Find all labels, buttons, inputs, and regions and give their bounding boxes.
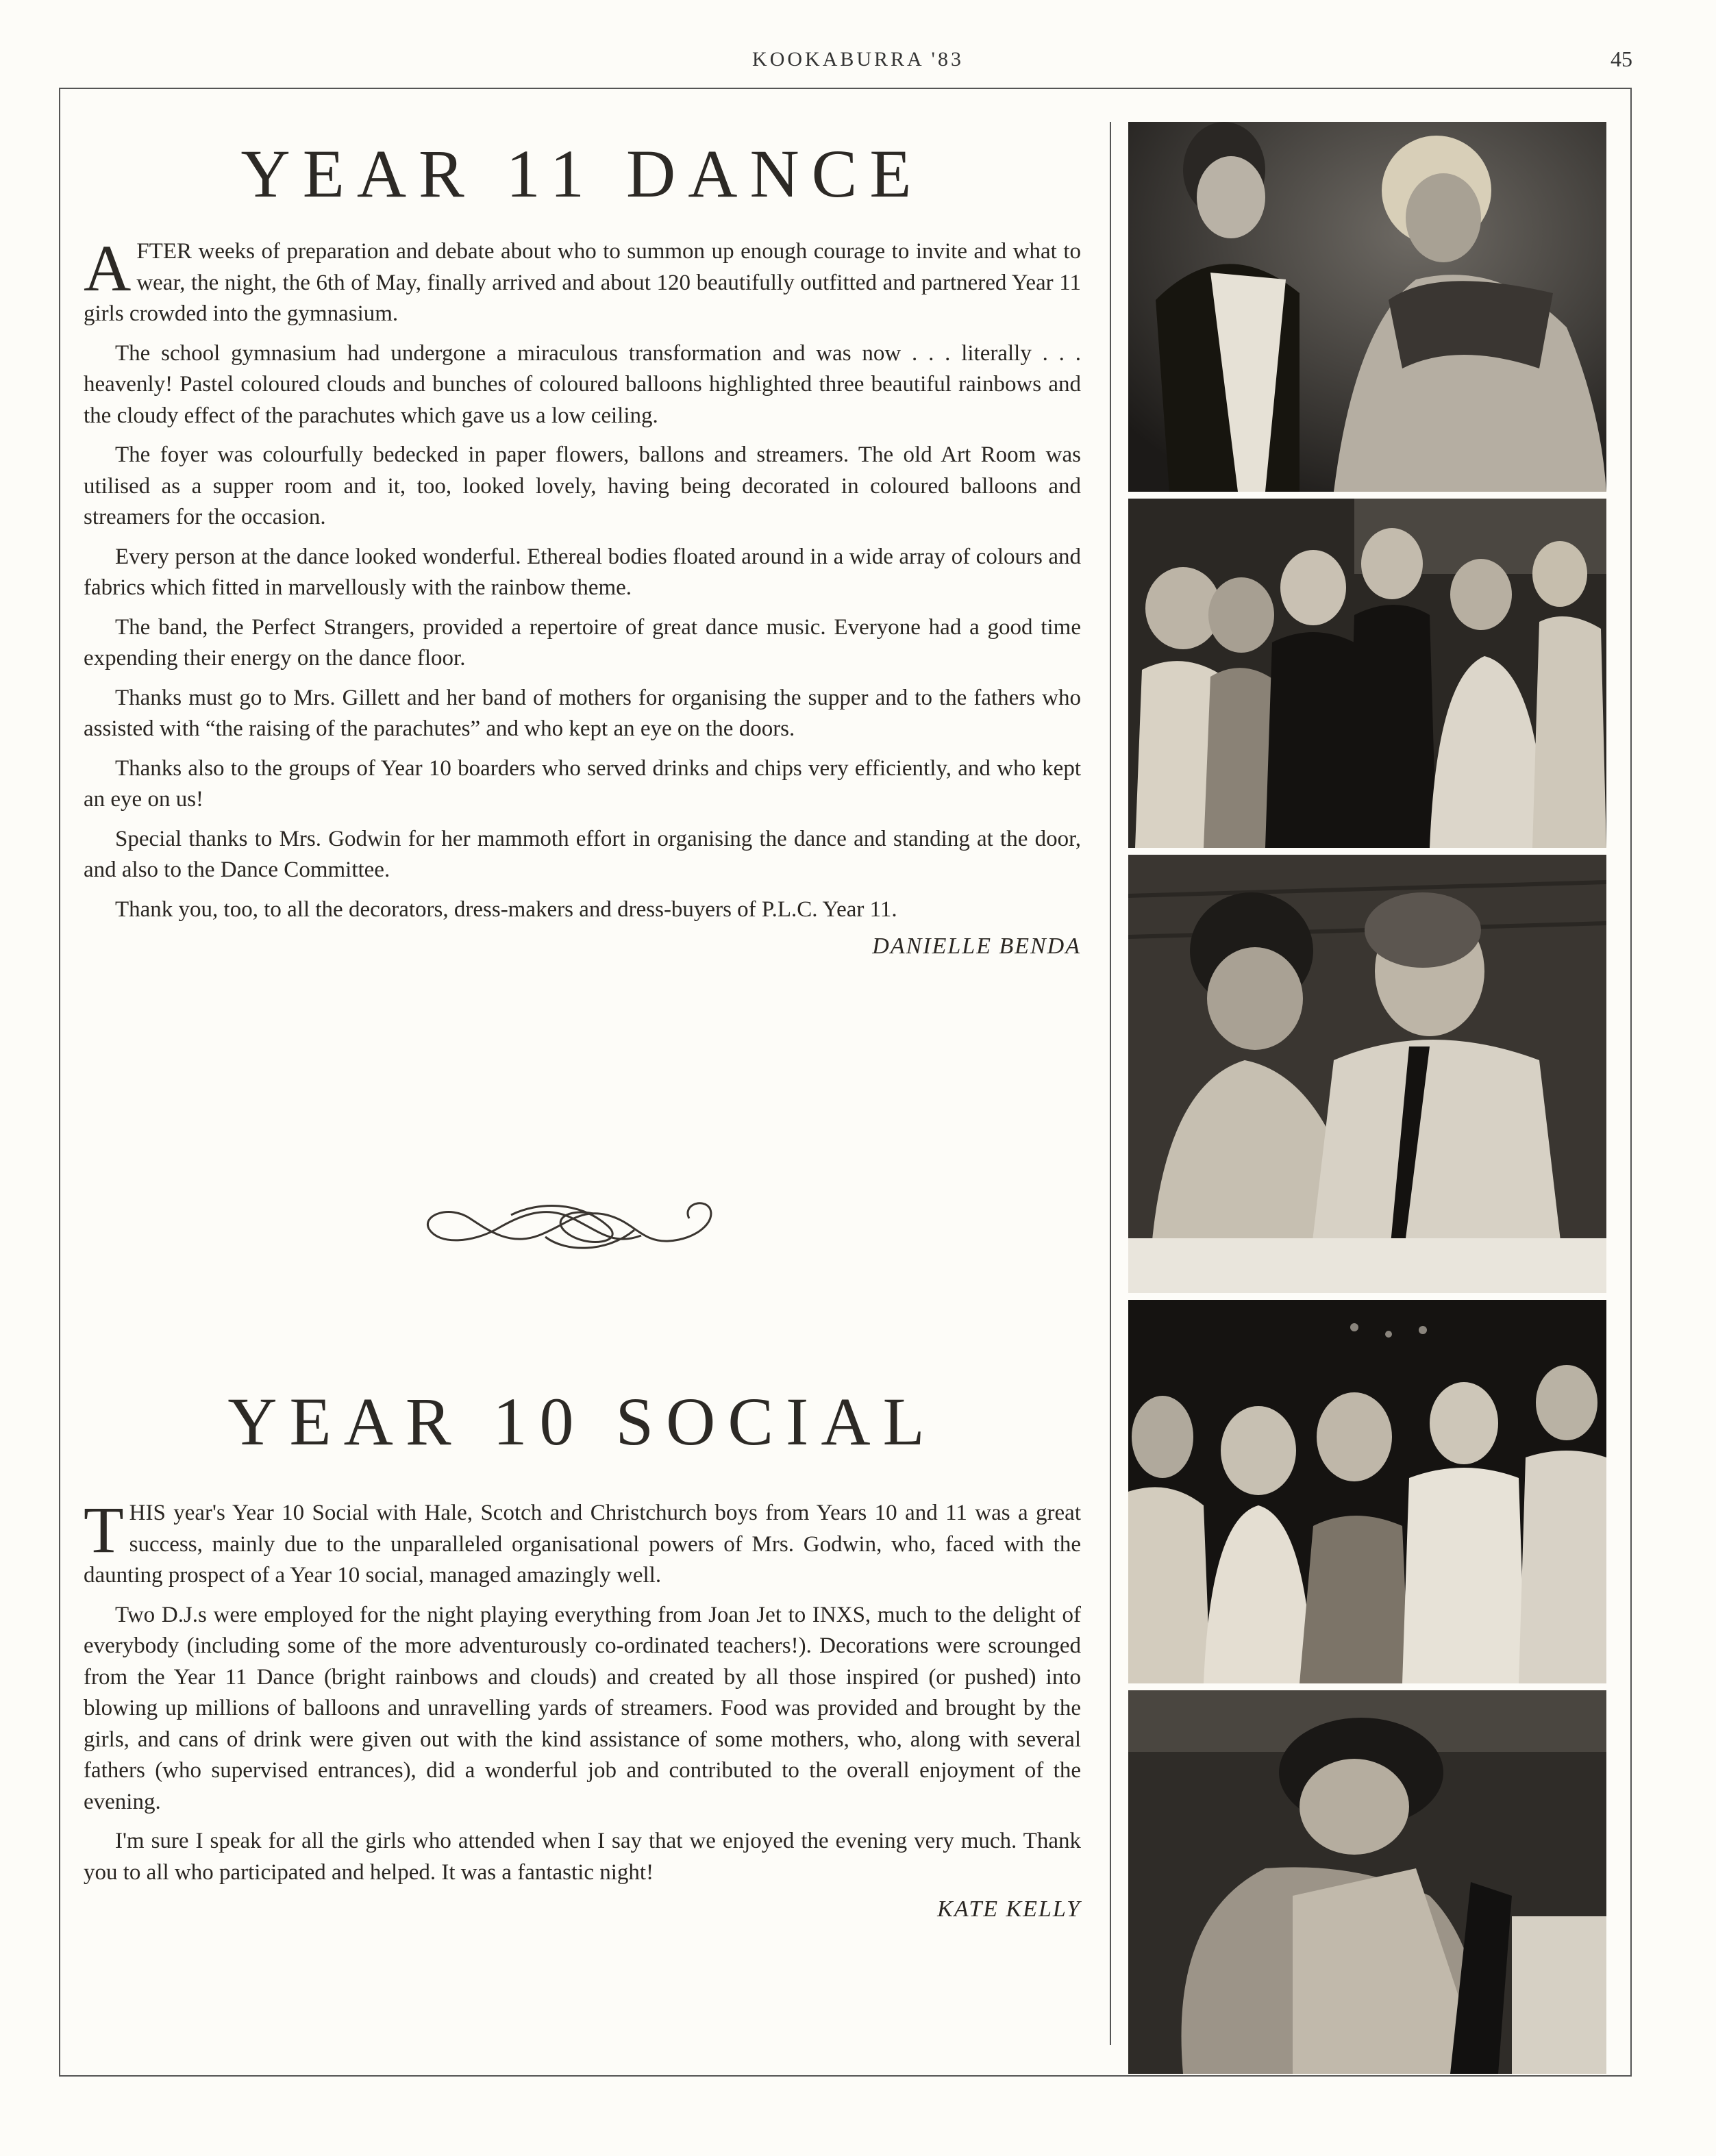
lead-text: HIS year's Year 10 Social with Hale, Scotch and Christchurch boys from Years 10 and 11 was a great success, mainly due to the unparalleled organisational powers of Mrs. Godwin, who, faced with the daunting prospect of a Year 10 social, managed amazingly well.	[84, 1501, 1081, 1588]
article-title: YEAR 11 DANCE	[240, 136, 924, 212]
paragraph: The band, the Perfect Strangers, provided a repertoire of great dance music. Everyone had a good time expending their energy on the dance floor.	[84, 614, 1081, 670]
lead-paragraph	[84, 1493, 1081, 1592]
photo-group-of-six	[1128, 499, 1606, 848]
photo-group-of-five	[1128, 1300, 1606, 1683]
article-title: YEAR 10 SOCIAL	[227, 1383, 937, 1459]
lead-paragraph	[84, 231, 1081, 330]
article-body	[84, 1493, 1081, 1888]
byline: DANIELLE BENDA	[872, 933, 1081, 959]
photo-girl-dancing	[1128, 1690, 1606, 2074]
flourish-ornament	[408, 1188, 737, 1263]
paragraph: The foyer was colourfully bedecked in paper flowers, ballons and streamers. The old Art Room was utilised as a supper room and it, too, looked lovely, having being decorated in coloured balloons and streamers for the occasion.	[84, 442, 1081, 529]
paragraph: I'm sure I speak for all the girls who attended when I say that we enjoyed the evening very much. Thank you to all who participated and helped. It was a fantastic night!	[84, 1829, 1081, 1885]
article-body	[84, 231, 1081, 925]
paragraph: The school gymnasium had undergone a miraculous transformation and was now . . . literally . . . heavenly! Pastel coloured clouds and bunches of coloured balloons highlighted three beautiful rainbows and the cloudy effect of the parachutes which gave us a low ceiling.	[84, 340, 1081, 428]
paragraph: Every person at the dance looked wonderful. Ethereal bodies floated around in a wide array of colours and fabrics which fitted in marvellously with the rainbow theme.	[84, 544, 1081, 600]
photo-couple-seated	[1128, 855, 1606, 1293]
paragraph: Special thanks to Mrs. Godwin for her mammoth effort in organising the dance and standing at the door, and also to the Dance Committee.	[84, 826, 1081, 882]
photo-column	[1128, 122, 1606, 2081]
article-year-11-dance	[84, 134, 1081, 960]
drop-cap: A	[84, 231, 132, 305]
paragraph: Thanks must go to Mrs. Gillett and her band of mothers for organising the supper and to the fathers who assisted with “the raising of the parachutes” and who kept an eye on the doors.	[84, 685, 1081, 741]
drop-cap: T	[84, 1493, 124, 1566]
article-year-10-social	[84, 1382, 1081, 1922]
paragraph: Thanks also to the groups of Year 10 boarders who served drinks and chips very efficiently, and who kept an eye on us!	[84, 755, 1081, 812]
paragraph: Two D.J.s were employed for the night playing everything from Joan Jet to INXS, much to the delight of everybody (including some of the more adventurously co-ordinated teachers!). Decorations were scrounged from the Year 11 Dance (bright rainbows and clouds) and created by all those inspired (or pushed) into blowing up millions of balloons and unravelling yards of streamers. Food was provided and brought by the girls, and cans of drink were given out with the kind assistance of some mothers, who, along with several fathers (who supervised entrances), did a wonderful job and contributed to the overall enjoyment of the evening.	[84, 1602, 1081, 1814]
running-head: KOOKABURRA '83	[752, 48, 964, 71]
photo-couple-dancing	[1128, 122, 1606, 492]
byline: KATE KELLY	[937, 1896, 1081, 1922]
column-divider	[1110, 122, 1111, 2045]
page-number: 45	[1611, 47, 1632, 71]
paragraph: Thank you, too, to all the decorators, dress-makers and dress-buyers of P.L.C. Year 11.	[115, 897, 897, 922]
lead-text: FTER weeks of preparation and debate about who to summon up enough courage to invite and what to wear, the night, the 6th of May, finally arrived and about 120 beautifully outfitted and partnered Year 11 girls crowded into the gymnasium.	[84, 239, 1081, 326]
